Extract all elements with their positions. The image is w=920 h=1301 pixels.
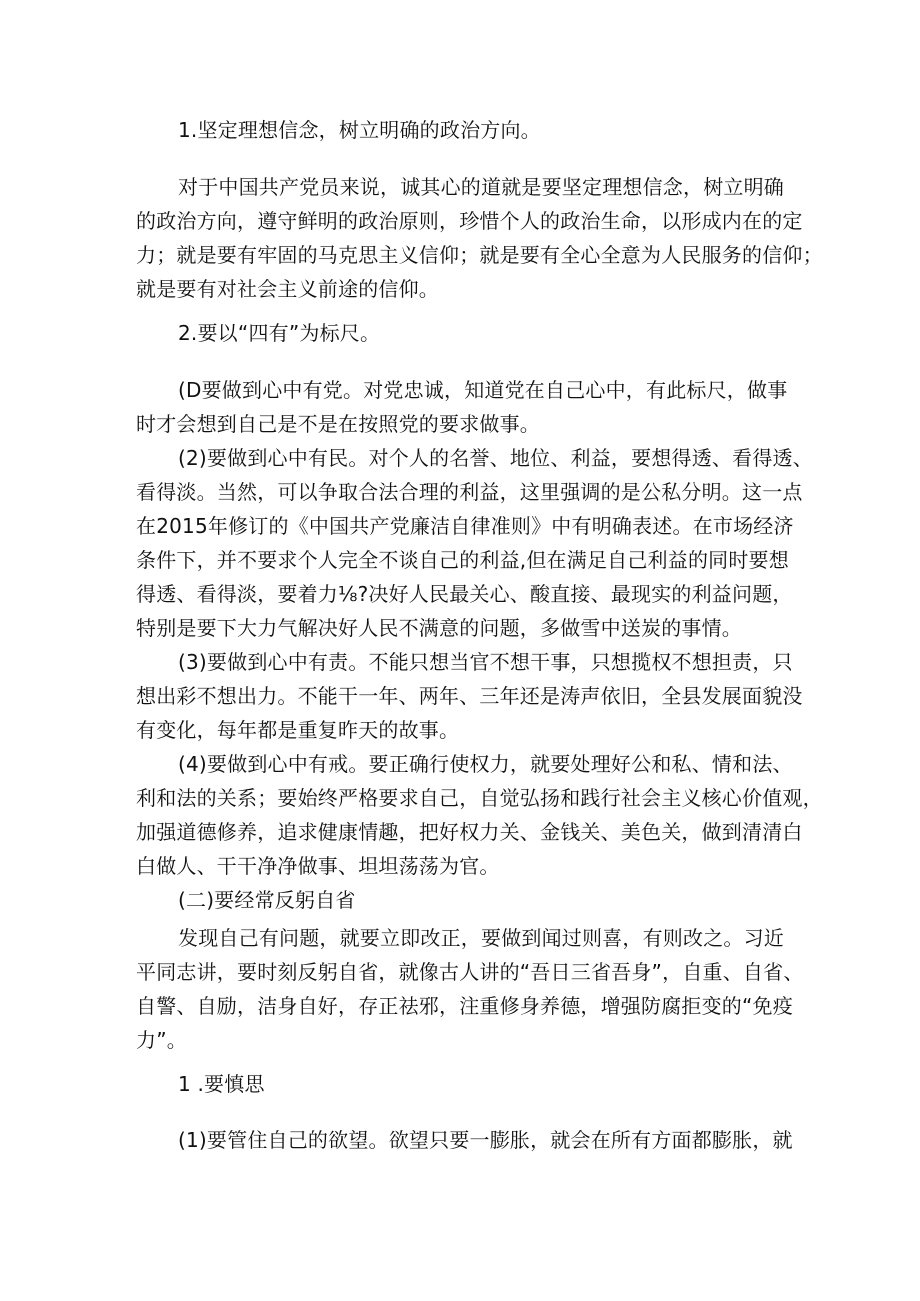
paragraph-line: 白做人、干干净净做事、坦坦荡荡为官。 [136,854,500,878]
paragraph-line: 利和法的关系；要始终严格要求自己，自觉弘扬和践行社会主义核心价值观， [136,786,823,810]
paragraph-line: 就是要有对社会主义前途的信仰。 [136,277,439,301]
paragraph-line: (3)要做到心中有责。不能只想当官不想干事，只想揽权不想担责，只 [178,650,793,674]
paragraph-line: (2)要做到心中有民。对个人的名誉、地位、利益，要想得透、看得透、 [178,446,813,470]
heading-1: 1.坚定理想信念，树立明确的政治方向。 [178,118,541,142]
paragraph-line: (4)要做到心中有戒。要正确行使权力，就要处理好公和私、情和法、 [178,752,793,776]
paragraph-line: 加强道德修养，追求健康情趣，把好权力关、金钱关、美色关，做到清清白 [136,820,803,844]
paragraph-line: 力”。 [136,1028,187,1052]
paragraph-line: 特别是要下大力气解决好人民不满意的问题，多做雪中送炭的事情。 [136,616,742,640]
heading-2: 2.要以“四有”为标尺。 [178,321,381,345]
paragraph-line: (1)要管住自己的欲望。欲望只要一膨胀，就会在所有方面都膨胀，就 [178,1128,793,1152]
paragraph-line: 自警、自励，洁身自好，存正祛邪，注重修身养德，增强防腐拒变的“免疫 [136,994,793,1018]
section-heading: (二)要经常反躬自省 [178,888,356,912]
paragraph-line: 对于中国共产党员来说，诚其心的道就是要坚定理想信念，树立明确 [178,175,784,199]
paragraph-line: (D要做到心中有党。对党忠诚，知道党在自己心中，有此标尺，做事 [178,378,788,402]
paragraph-line: 时才会想到自己是不是在按照党的要求做事。 [136,412,540,436]
paragraph-line: 想出彩不想出力。不能干一年、两年、三年还是涛声依旧，全县发展面貌没 [136,684,803,708]
paragraph-line: 力；就是要有牢固的马克思主义信仰；就是要有全心全意为人民服务的信仰； [136,243,823,267]
paragraph-line: 在2015年修订的《中国共产党廉洁自律准则》中有明确表述。在市场经济 [136,514,794,538]
paragraph-line: 的政治方向，遵守鲜明的政治原则，珍惜个人的政治生命，以形成内在的定 [136,209,803,233]
heading-3: 1 .要慎思 [178,1072,265,1096]
paragraph-line: 发现自己有问题，就要立即改正，要做到闻过则喜，有则改之。习近 [178,926,784,950]
paragraph-line: 看得淡。当然，可以争取合法合理的利益，这里强调的是公私分明。这一点 [136,480,803,504]
paragraph-line: 得透、看得淡，要着力⅛?决好人民最关心、酸直接、最现实的利益问题， [136,582,793,606]
paragraph-line: 有变化，每年都是重复昨天的故事。 [136,718,460,742]
paragraph-line: 条件下，并不要求个人完全不谈自己的利益,但在满足自己利益的同时要想 [136,548,789,572]
paragraph-line: 平同志讲，要时刻反躬自省，就像古人讲的“吾日三省吾身”，自重、自省、 [136,960,804,984]
